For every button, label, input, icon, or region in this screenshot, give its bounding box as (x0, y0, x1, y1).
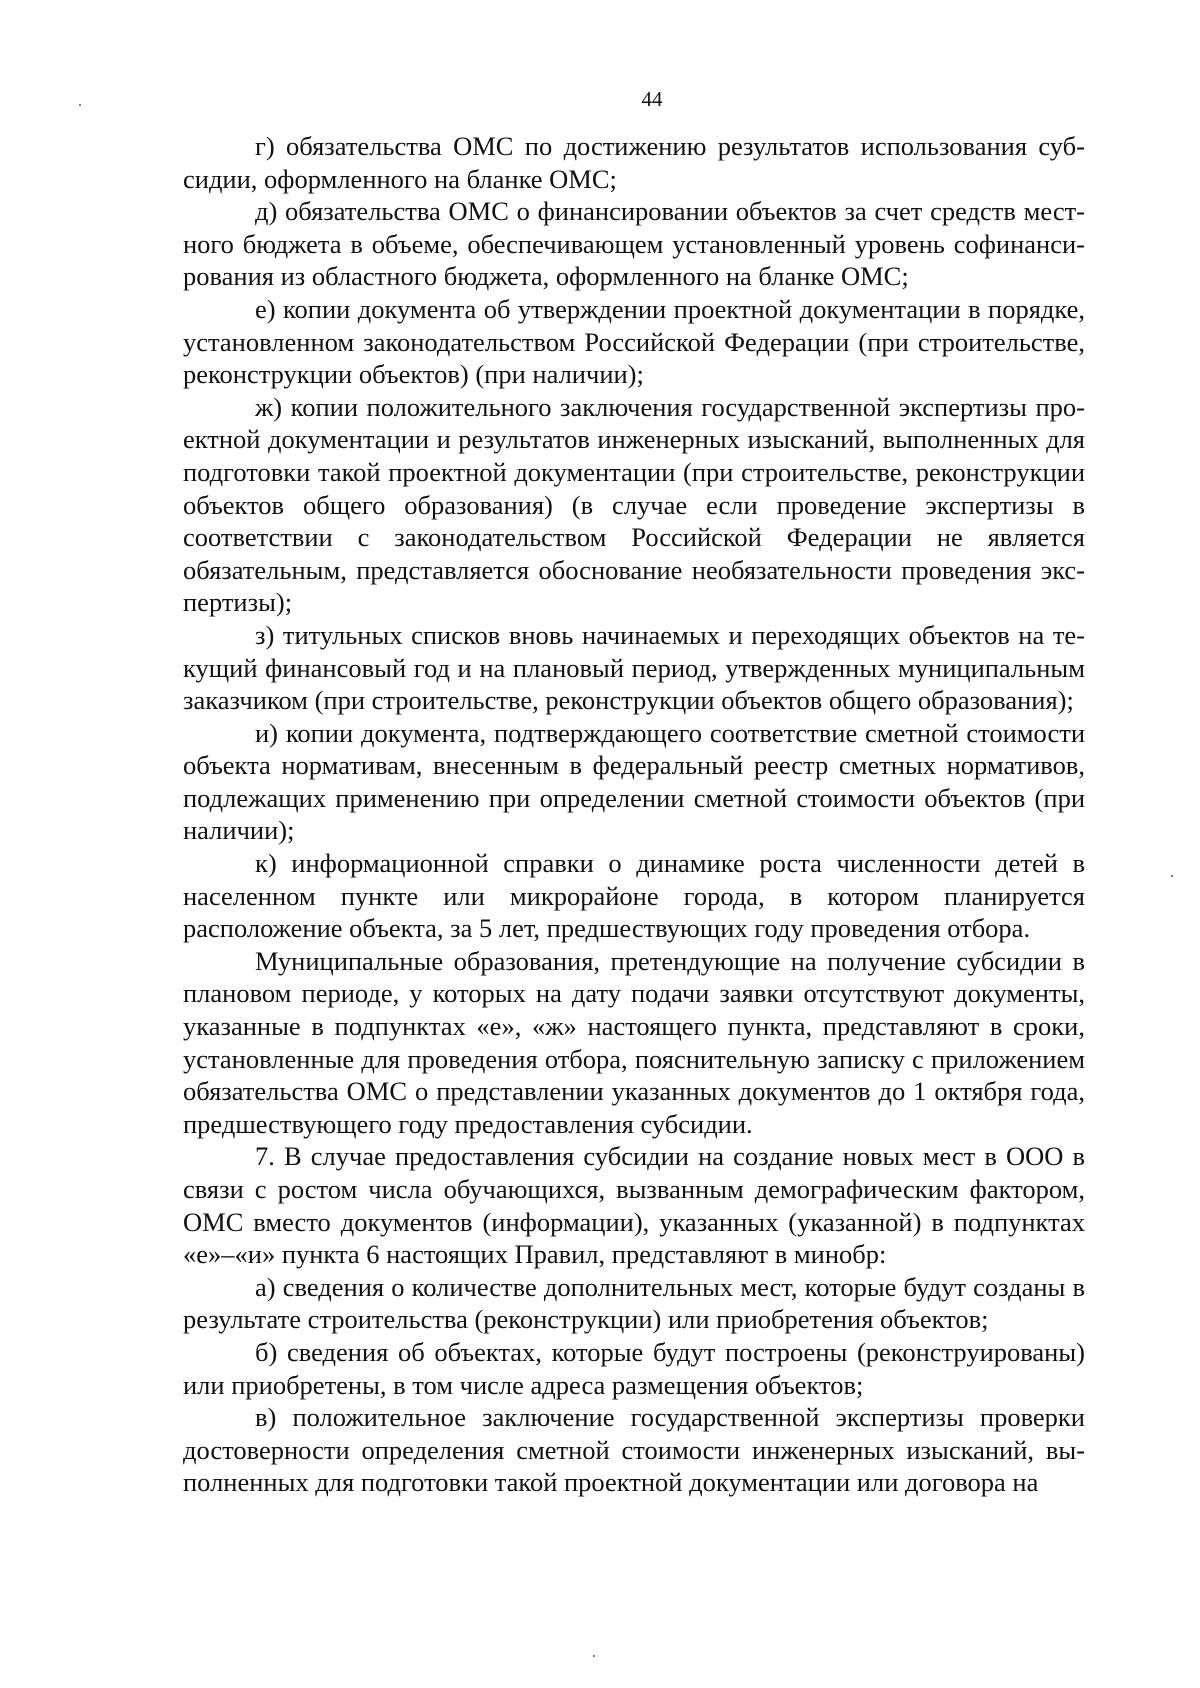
paragraph-a: а) сведения о количестве дополнительных мест, которые будут созданы в результате строительства (реконструкции) или приобретения объектов; (183, 1271, 1085, 1335)
paragraph-g: г) обязательства ОМС по достижению результатов использования субсидии, оформленного на бланке ОМС; (183, 131, 1085, 194)
paragraph-k: к) информационной справки о динамике роста численности детей в населенном пункте или микрорайоне города, в котором планируется расположение объекта, за 5 лет, предшествующих году проведения отбора. (183, 848, 1085, 944)
paragraph-zh: ж) копии положительного заключения государственной экспертизы проектной документации и результатов инженерных изысканий, выполненных для подготовки такой проектной документации (при строительстве, реконструкции объектов общего образования) (в случае если проведение экспертизы в соответствии с законодательством Российской Федерации не является обязательным, представляется обоснование необязательности проведения экспертизы); (183, 391, 1085, 618)
scan-speck (593, 1655, 595, 1657)
paragraph-e: е) копии документа об утверждении проектной документации в порядке, установленном законодательством Российской Федерации (при строительстве, реконструкции объектов) (при наличии); (183, 293, 1085, 390)
scan-speck (79, 104, 81, 106)
scan-speck (1171, 875, 1173, 877)
paragraph-item-7: 7. В случае предоставления субсидии на создание новых мест в ООО в связи с ростом числа обучающихся, вызванным демографическим фактором, ОМС вместо документов (информации), указанных (указанной) в подпунктах «е»–«и» пункта 6 настоящих Правил, представляют в минобр: (183, 1141, 1085, 1270)
paragraph-i: и) копии документа, подтверждающего соответствие сметной стоимости объекта нормативам, внесенным в федеральный реестр сметных нормативов, подлежащих применению при определении сметной стоимости объектов (при наличии); (183, 717, 1085, 846)
document-body (183, 130, 1085, 1499)
paragraph-z: з) титульных списков вновь начинаемых и переходящих объектов на текущий финансовый год и на плановый период, утвержденных муниципальным заказчиком (при строительстве, реконструкции объектов общего образования); (183, 619, 1085, 716)
paragraph-d: д) обязательства ОМС о финансировании объектов за счет средств местного бюджета в объеме, обеспечивающем установленный уровень софинансирования из областного бюджета, оформленного на бланке ОМС; (183, 196, 1085, 292)
page-number: 44 (641, 87, 663, 111)
paragraph-b: б) сведения об объектах, которые будут построены (реконструированы) или приобретены, в том числе адреса размещения объектов; (183, 1336, 1085, 1400)
paragraph-municipalities: Муниципальные образования, претендующие на получение субсидии в плановом периоде, у которых на дату подачи заявки отсутствуют документы, указанные в подпунктах «е», «ж» настоящего пункта, представляют в сроки, установленные для проведения отбора, пояснительную записку с приложением обязательства ОМС о представлении указанных документов до 1 октября года, предшествующего году предоставления субсидии. (183, 945, 1085, 1139)
paragraph-v: в) положительное заключение государственной экспертизы проверки достоверности определения сметной стоимости инженерных изысканий, выполненных для подготовки такой проектной документации или договора на (183, 1402, 1085, 1498)
